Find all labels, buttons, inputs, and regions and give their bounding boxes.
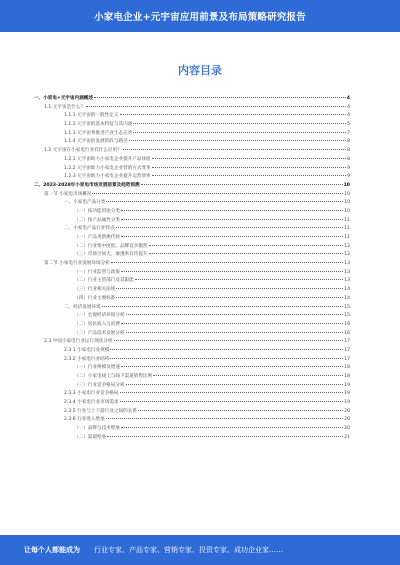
- toc-leader-dots: [120, 401, 344, 402]
- toc-entry[interactable]: [34, 408, 350, 417]
- toc-entry-label: （一）宏观经济环境分析: [74, 313, 125, 319]
- toc-entry-label: 2.3.5 行业与上下游行业之间的关系: [64, 408, 137, 414]
- header-banner: [0, 0, 400, 32]
- toc-entry-page: 21: [344, 434, 350, 440]
- toc-entry-page: 5: [347, 122, 350, 128]
- toc-entry-label: （二）渠道壁垒: [74, 434, 107, 440]
- toc-entry[interactable]: [34, 321, 350, 330]
- toc-entry[interactable]: [34, 312, 350, 321]
- toc-leader-dots: [121, 427, 343, 428]
- toc-entry-page: 7: [347, 130, 350, 136]
- toc-entry-page: 11: [344, 226, 350, 232]
- toc-entry[interactable]: [34, 251, 350, 260]
- toc-entry-label: （一）行业规模及增速: [74, 365, 120, 371]
- toc-entry-page: 17: [344, 339, 350, 345]
- toc-entry-page: 18: [344, 365, 350, 371]
- toc-entry-label: 1.2.2 元宇宙助力小家电企业营销方式变革: [64, 165, 151, 171]
- toc-entry[interactable]: [34, 121, 350, 130]
- toc-leader-dots: [121, 323, 343, 324]
- toc-leader-dots: [120, 392, 344, 393]
- toc-entry-page: 10: [344, 191, 350, 197]
- toc-entry-label: （一）行业监管与政策: [74, 269, 120, 275]
- toc-entry-page: 8: [347, 148, 350, 154]
- toc-entry-label: 第一节 小家电市场概况: [44, 191, 92, 197]
- report-title: 小家电企业+元宇宙应用前景及布局策略研究报告: [94, 12, 306, 23]
- toc-entry[interactable]: [34, 191, 350, 200]
- toc-entry-label: （二）小家电线上与线下渠道销售比例: [74, 374, 153, 379]
- toc-entry-label: 1.2.3 元宇宙助力小家电企业提升运营效率: [64, 174, 151, 180]
- toc-leader-dots: [121, 236, 343, 237]
- toc-entry[interactable]: [34, 399, 350, 408]
- table-of-contents: [34, 95, 350, 443]
- toc-entry[interactable]: [34, 425, 350, 434]
- toc-entry[interactable]: [34, 260, 350, 269]
- toc-entry[interactable]: [34, 286, 350, 295]
- toc-entry[interactable]: [34, 199, 350, 208]
- toc-entry[interactable]: [34, 382, 350, 391]
- toc-entry[interactable]: [34, 147, 350, 156]
- toc-entry[interactable]: [34, 243, 350, 252]
- toc-entry[interactable]: [34, 217, 350, 226]
- toc-leader-dots: [120, 114, 347, 115]
- toc-entry-label: 一、小家电产品分类: [64, 200, 106, 206]
- toc-entry-page: 20: [344, 426, 350, 432]
- toc-leader-dots: [110, 349, 343, 350]
- toc-entry[interactable]: [34, 304, 350, 313]
- toc-leader-dots: [133, 123, 346, 124]
- toc-entry[interactable]: [34, 138, 350, 147]
- toc-entry-page: 11: [344, 217, 350, 223]
- toc-leader-dots: [138, 410, 343, 411]
- toc-leader-dots: [106, 418, 343, 419]
- toc-entry[interactable]: [34, 208, 350, 217]
- toc-entry-page: 13: [344, 261, 350, 267]
- toc-leader-dots: [123, 149, 346, 150]
- toc-leader-dots: [121, 271, 343, 272]
- toc-leader-dots: [121, 219, 343, 220]
- toc-entry-page: 16: [344, 321, 350, 327]
- toc-entry[interactable]: [34, 225, 350, 234]
- toc-entry-label: （二）行业集中度低，品牌竞争激烈: [74, 243, 148, 249]
- toc-entry[interactable]: [34, 295, 350, 304]
- toc-entry-label: （四）行业主要标准: [74, 295, 116, 301]
- toc-entry-page: 12: [344, 252, 350, 258]
- toc-entry-page: 13: [344, 269, 350, 275]
- toc-entry[interactable]: [34, 173, 350, 182]
- toc-leader-dots: [121, 210, 343, 211]
- toc-leader-dots: [126, 332, 344, 333]
- toc-entry-page: 4: [347, 104, 350, 110]
- toc-entry-page: 11: [344, 235, 350, 240]
- toc-entry-label: 2.3.2 小家电行业结构: [64, 356, 110, 362]
- toc-entry[interactable]: [34, 95, 350, 104]
- toc-leader-dots: [126, 314, 344, 315]
- toc-entry-label: 一、小家电+元宇宙内涵概述: [34, 96, 93, 101]
- toc-entry-label: （三）行业竞争格局分析: [74, 382, 125, 388]
- toc-entry-label: （一）品牌与技术壁垒: [74, 426, 120, 432]
- toc-entry-page: 10: [343, 182, 350, 188]
- toc-leader-dots: [116, 288, 343, 289]
- toc-entry[interactable]: [34, 269, 350, 278]
- toc-leader-dots: [141, 184, 343, 185]
- toc-entry-page: 19: [344, 400, 350, 406]
- toc-entry-label: 二、小家电产品行业特点: [64, 226, 115, 232]
- toc-entry-page: 10: [344, 200, 350, 206]
- toc-leader-dots: [126, 384, 344, 385]
- toc-leader-dots: [121, 366, 343, 367]
- toc-entry-page: 14: [344, 287, 350, 293]
- toc-leader-dots: [92, 193, 343, 194]
- toc-leader-dots: [135, 279, 343, 280]
- toc-entry-page: 12: [344, 243, 350, 249]
- footer-tagline: 让每个人都能成为: [24, 546, 80, 554]
- toc-entry-page: 10: [344, 208, 350, 214]
- toc-entry-page: 4: [346, 96, 350, 101]
- toc-leader-dots: [133, 132, 346, 133]
- toc-entry-page: 20: [344, 417, 350, 423]
- toc-entry-label: （三）行业相关法规: [74, 287, 116, 293]
- toc-leader-dots: [107, 436, 343, 437]
- toc-entry-label: 1.2 元宇宙在小家电行业有什么应用？: [44, 148, 122, 154]
- toc-entry[interactable]: [34, 156, 350, 165]
- toc-entry-label: （二）居民收入与消费: [74, 321, 120, 327]
- toc-entry[interactable]: [34, 182, 350, 191]
- toc-entry-label: 2.3.3 小家电行业竞争格局: [64, 391, 119, 397]
- toc-entry-label: 2.3.1 小家电行业规模: [64, 347, 110, 353]
- toc-entry-page: 4: [347, 113, 350, 119]
- toc-leader-dots: [152, 167, 346, 168]
- toc-entry[interactable]: [34, 434, 350, 443]
- toc-entry[interactable]: [34, 356, 350, 365]
- toc-entry-label: 二、2023-2028年小家电市场发展前景及趋势预测: [34, 182, 140, 188]
- toc-entry-label: （三）产品技术发展分析: [74, 330, 125, 336]
- toc-entry-page: 16: [344, 330, 350, 336]
- toc-entry-label: 二、经济发展环境: [64, 304, 101, 310]
- toc-entry-page: 18: [344, 374, 350, 379]
- toc-leader-dots: [152, 175, 346, 176]
- toc-entry[interactable]: [34, 347, 350, 356]
- footer-banner: [0, 535, 400, 565]
- toc-title: 内容目录: [178, 64, 222, 77]
- toc-leader-dots: [149, 253, 344, 254]
- toc-entry[interactable]: [34, 330, 350, 339]
- toc-entry[interactable]: [34, 390, 350, 399]
- toc-entry-page: 20: [344, 408, 350, 414]
- toc-entry-page: 9: [347, 165, 350, 171]
- toc-entry-label: 1.1.1 元宇宙的一般性定义: [64, 113, 119, 119]
- toc-leader-dots: [94, 97, 346, 98]
- toc-entry-label: （一）产品更新换代快: [74, 235, 120, 240]
- toc-entry-label: 2.3 中国小家电行业运行现状分析: [44, 339, 113, 345]
- toc-leader-dots: [153, 375, 343, 376]
- toc-entry-page: 8: [347, 156, 350, 162]
- toc-entry-label: 1.1.2 元宇宙的基本特征与其内涵: [64, 122, 133, 128]
- toc-leader-dots: [86, 106, 346, 107]
- toc-leader-dots: [111, 262, 343, 263]
- toc-leader-dots: [110, 358, 343, 359]
- toc-entry-page: 9: [347, 174, 350, 180]
- toc-leader-dots: [116, 227, 344, 228]
- toc-entry[interactable]: [34, 165, 350, 174]
- toc-entry-page: 15: [344, 313, 350, 319]
- toc-entry[interactable]: [34, 112, 350, 121]
- toc-entry-label: （二）按产品属性分类: [74, 217, 120, 223]
- toc-entry-page: 15: [344, 304, 350, 310]
- toc-leader-dots: [102, 306, 343, 307]
- toc-entry-label: （一）按功能用途分类: [74, 208, 120, 214]
- toc-entry[interactable]: [34, 416, 350, 425]
- toc-entry-label: 2.3.6 行业进入壁垒: [64, 417, 105, 423]
- toc-leader-dots: [114, 340, 344, 341]
- toc-entry-label: 1.1.3 元宇宙将推进产业生态完善: [64, 130, 133, 136]
- toc-entry-page: 17: [344, 347, 350, 353]
- toc-entry-label: 1.1.4 元宇宙的发展阶段与路径: [64, 139, 128, 145]
- toc-entry-label: （三）市场空间大，渗透率有待提升: [74, 252, 148, 258]
- toc-entry-label: （二）行业主管部门及其职能: [74, 278, 134, 284]
- footer-roles: 行业专家、产品专家、营销专家、投资专家、成功企业家……: [94, 546, 283, 554]
- toc-leader-dots: [106, 201, 343, 202]
- toc-entry[interactable]: [34, 277, 350, 286]
- toc-entry[interactable]: [34, 130, 350, 139]
- toc-entry-label: 第二节 小家电行业发展环境分析: [44, 261, 110, 267]
- toc-leader-dots: [149, 245, 344, 246]
- toc-entry-page: 19: [344, 382, 350, 388]
- toc-leader-dots: [152, 158, 346, 159]
- toc-entry[interactable]: [34, 338, 350, 347]
- toc-entry-page: 13: [344, 278, 350, 284]
- toc-entry-page: 19: [344, 391, 350, 397]
- toc-entry-label: 1.1 元宇宙是什么？: [44, 104, 85, 110]
- toc-entry[interactable]: [34, 104, 350, 113]
- toc-entry[interactable]: [34, 234, 350, 243]
- toc-entry-label: 1.2.1 元宇宙助力小家电企业提升产品体验: [64, 156, 151, 162]
- toc-entry[interactable]: [34, 373, 350, 382]
- toc-entry-page: 8: [347, 139, 350, 145]
- toc-entry-label: 2.3.4 小家电行业市场需求: [64, 400, 119, 406]
- toc-leader-dots: [129, 140, 346, 141]
- toc-entry-page: 14: [344, 295, 350, 301]
- toc-entry-page: 17: [344, 356, 350, 362]
- toc-entry[interactable]: [34, 364, 350, 373]
- toc-leader-dots: [116, 297, 343, 298]
